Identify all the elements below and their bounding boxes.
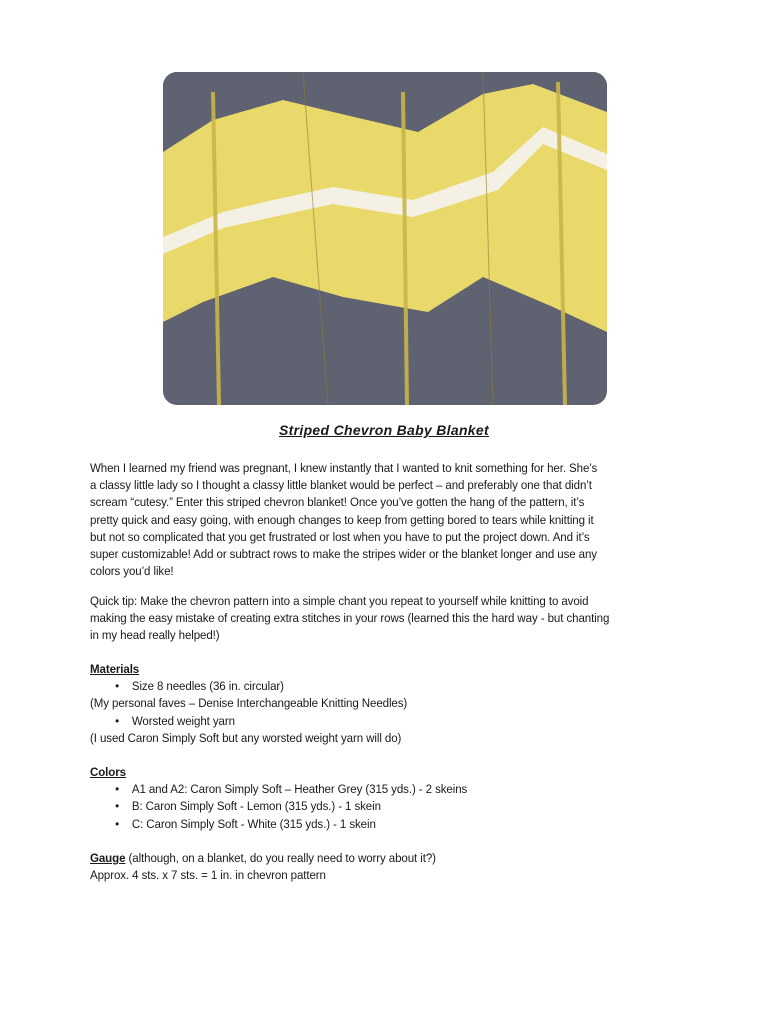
gauge-value: Approx. 4 sts. x 7 sts. = 1 in. in chevron pattern [90, 868, 326, 883]
text-line: but not so complicated that you get frustrated or lost when you have to put the project down. And it’s [90, 529, 590, 544]
text-line: Quick tip: Make the chevron pattern into a simple chant you repeat to yourself while knitting to avoid [90, 594, 589, 608]
gauge-aside: (although, on a blanket, do you really need to worry about it?) [125, 851, 436, 865]
colors-heading: Colors [90, 765, 126, 779]
gauge-heading: Gauge [90, 851, 126, 865]
materials-note: (I used Caron Simply Soft but any worsted weight yarn will do) [90, 730, 402, 745]
text-line: scream “cutesy.” Enter this striped chevron blanket! Once you’ve gotten the hang of the pattern, it’s [90, 495, 585, 510]
materials-item: • Size 8 needles (36 in. circular) [90, 678, 648, 695]
text-line: in my head really helped!) [90, 628, 220, 643]
text-line: colors you’d like! [90, 564, 174, 579]
intro-paragraph [90, 460, 648, 580]
quick-tip-paragraph [90, 593, 648, 645]
gauge-section [90, 850, 648, 884]
text-line: a classy little lady so I thought a classy little blanket would be perfect – and preferably one that didn’t [90, 478, 592, 493]
text-line: When I learned my friend was pregnant, I knew instantly that I wanted to knit something for her. She’s [90, 461, 598, 475]
gauge-line [90, 850, 648, 867]
materials-heading: Materials [90, 662, 140, 676]
document-title: Striped Chevron Baby Blanket [279, 422, 489, 438]
materials-section [90, 661, 648, 747]
text-line: super customizable! Add or subtract rows to make the stripes wider or the blanket longer and use any [90, 547, 597, 562]
materials-item: • Worsted weight yarn [90, 713, 648, 730]
materials-note: (My personal faves – Denise Interchangeable Knitting Needles) [90, 696, 408, 711]
text-line: making the easy mistake of creating extra stitches in your rows (learned this the hard way - but chanting [90, 611, 610, 626]
color-item: • A1 and A2: Caron Simply Soft – Heather Grey (315 yds.) - 2 skeins [90, 781, 648, 798]
color-item: • C: Caron Simply Soft - White (315 yds.) - 1 skein [90, 816, 648, 833]
text-line: pretty quick and easy going, with enough changes to keep from getting bored to tears while knitting it [90, 512, 594, 527]
blanket-photo [163, 72, 607, 405]
colors-section [90, 764, 648, 833]
chevron-blanket-image [163, 72, 607, 405]
color-item: • B: Caron Simply Soft - Lemon (315 yds.) - 1 skein [90, 798, 648, 815]
